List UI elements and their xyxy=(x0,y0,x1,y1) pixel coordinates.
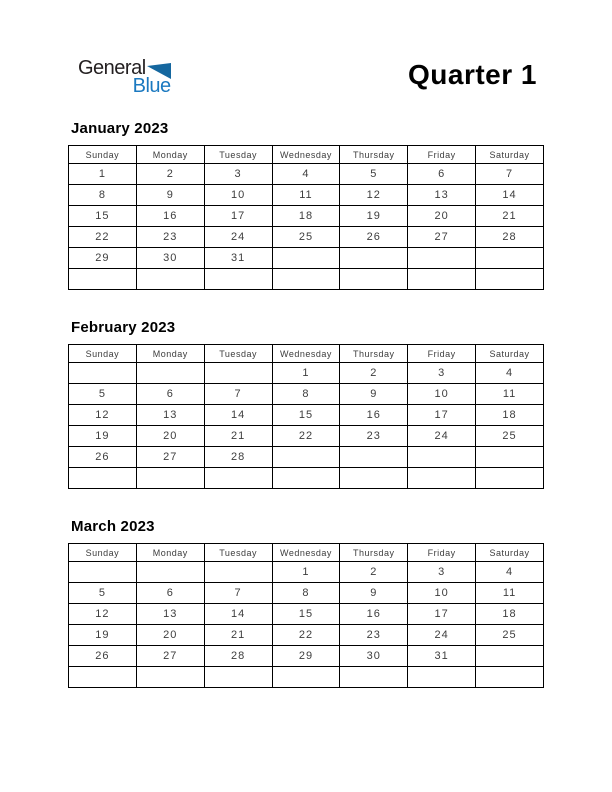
day-cell: 7 xyxy=(204,384,272,405)
day-cell: 6 xyxy=(408,164,476,185)
calendar-table xyxy=(68,145,544,290)
day-cell: 13 xyxy=(408,185,476,206)
day-cell: 18 xyxy=(272,206,340,227)
day-cell xyxy=(69,269,137,290)
day-cell xyxy=(204,468,272,489)
calendar-body xyxy=(69,363,544,489)
day-cell: 13 xyxy=(136,405,204,426)
day-cell xyxy=(408,667,476,688)
day-cell: 10 xyxy=(408,384,476,405)
day-cell: 11 xyxy=(476,583,544,604)
day-cell: 11 xyxy=(476,384,544,405)
day-cell: 6 xyxy=(136,583,204,604)
day-cell: 16 xyxy=(340,405,408,426)
day-cell: 2 xyxy=(340,562,408,583)
day-cell xyxy=(272,248,340,269)
general-blue-logo xyxy=(78,58,171,97)
weekday-row xyxy=(69,544,544,562)
day-cell: 7 xyxy=(476,164,544,185)
day-cell: 30 xyxy=(340,646,408,667)
day-cell: 13 xyxy=(136,604,204,625)
weekday-row xyxy=(69,345,544,363)
weekday-header: Saturday xyxy=(476,544,544,562)
weekday-header: Thursday xyxy=(340,345,408,363)
week-row xyxy=(69,384,544,405)
day-cell: 3 xyxy=(204,164,272,185)
day-cell: 15 xyxy=(69,206,137,227)
day-cell: 14 xyxy=(476,185,544,206)
week-row xyxy=(69,206,544,227)
day-cell: 17 xyxy=(204,206,272,227)
logo-text-blue: Blue xyxy=(132,75,171,97)
day-cell: 8 xyxy=(272,384,340,405)
day-cell xyxy=(476,646,544,667)
weekday-header: Tuesday xyxy=(204,345,272,363)
day-cell: 19 xyxy=(69,426,137,447)
day-cell xyxy=(272,269,340,290)
week-row xyxy=(69,583,544,604)
day-cell: 22 xyxy=(272,426,340,447)
day-cell xyxy=(476,269,544,290)
weekday-header: Wednesday xyxy=(272,146,340,164)
day-cell: 5 xyxy=(69,384,137,405)
day-cell: 27 xyxy=(408,227,476,248)
week-row xyxy=(69,185,544,206)
week-row xyxy=(69,625,544,646)
day-cell xyxy=(408,468,476,489)
day-cell: 9 xyxy=(340,583,408,604)
weekday-row xyxy=(69,146,544,164)
weekday-header: Sunday xyxy=(69,146,137,164)
weekday-header: Friday xyxy=(408,146,476,164)
day-cell xyxy=(69,363,137,384)
day-cell xyxy=(136,468,204,489)
page-title: Quarter 1 xyxy=(408,59,537,90)
day-cell: 27 xyxy=(136,447,204,468)
day-cell: 3 xyxy=(408,562,476,583)
weekday-header: Saturday xyxy=(476,146,544,164)
day-cell: 19 xyxy=(340,206,408,227)
day-cell xyxy=(476,667,544,688)
day-cell: 15 xyxy=(272,405,340,426)
day-cell: 28 xyxy=(204,646,272,667)
day-cell: 23 xyxy=(340,426,408,447)
day-cell xyxy=(272,447,340,468)
month-title: February 2023 xyxy=(71,319,176,336)
day-cell: 6 xyxy=(136,384,204,405)
day-cell: 14 xyxy=(204,405,272,426)
day-cell xyxy=(69,562,137,583)
logo-line2 xyxy=(133,77,171,97)
day-cell: 12 xyxy=(69,405,137,426)
day-cell xyxy=(204,562,272,583)
weekday-header: Friday xyxy=(408,345,476,363)
day-cell: 18 xyxy=(476,604,544,625)
day-cell: 23 xyxy=(136,227,204,248)
week-row xyxy=(69,248,544,269)
day-cell: 5 xyxy=(340,164,408,185)
month-title: January 2023 xyxy=(71,120,169,137)
day-cell: 29 xyxy=(272,646,340,667)
day-cell: 20 xyxy=(136,625,204,646)
day-cell: 21 xyxy=(204,426,272,447)
day-cell: 19 xyxy=(69,625,137,646)
day-cell: 15 xyxy=(272,604,340,625)
day-cell: 1 xyxy=(272,562,340,583)
day-cell: 17 xyxy=(408,604,476,625)
day-cell: 27 xyxy=(136,646,204,667)
weekday-header: Monday xyxy=(136,345,204,363)
day-cell: 20 xyxy=(136,426,204,447)
day-cell: 16 xyxy=(340,604,408,625)
day-cell: 18 xyxy=(476,405,544,426)
week-row xyxy=(69,604,544,625)
calendar-body xyxy=(69,562,544,688)
day-cell xyxy=(476,447,544,468)
week-row xyxy=(69,667,544,688)
weekday-header: Tuesday xyxy=(204,544,272,562)
day-cell xyxy=(69,468,137,489)
day-cell: 1 xyxy=(272,363,340,384)
weekday-header: Monday xyxy=(136,544,204,562)
month-title: March 2023 xyxy=(71,518,155,535)
day-cell xyxy=(136,562,204,583)
day-cell: 25 xyxy=(272,227,340,248)
day-cell: 25 xyxy=(476,426,544,447)
weekday-header: Thursday xyxy=(340,544,408,562)
day-cell: 5 xyxy=(69,583,137,604)
calendar-body xyxy=(69,164,544,290)
day-cell: 24 xyxy=(204,227,272,248)
day-cell: 22 xyxy=(272,625,340,646)
day-cell: 4 xyxy=(476,363,544,384)
day-cell: 26 xyxy=(69,646,137,667)
day-cell xyxy=(408,447,476,468)
week-row xyxy=(69,562,544,583)
month-section xyxy=(68,320,544,489)
day-cell: 26 xyxy=(340,227,408,248)
weekday-header: Wednesday xyxy=(272,345,340,363)
day-cell: 23 xyxy=(340,625,408,646)
day-cell: 30 xyxy=(136,248,204,269)
weekday-header: Saturday xyxy=(476,345,544,363)
day-cell xyxy=(408,248,476,269)
day-cell: 8 xyxy=(69,185,137,206)
day-cell: 26 xyxy=(69,447,137,468)
day-cell xyxy=(340,248,408,269)
day-cell xyxy=(136,667,204,688)
day-cell: 8 xyxy=(272,583,340,604)
month-section xyxy=(68,121,544,290)
day-cell xyxy=(136,363,204,384)
day-cell xyxy=(408,269,476,290)
day-cell: 31 xyxy=(408,646,476,667)
week-row xyxy=(69,164,544,185)
day-cell xyxy=(136,269,204,290)
calendar-table xyxy=(68,344,544,489)
week-row xyxy=(69,363,544,384)
day-cell: 20 xyxy=(408,206,476,227)
day-cell xyxy=(272,667,340,688)
day-cell: 14 xyxy=(204,604,272,625)
day-cell: 21 xyxy=(204,625,272,646)
week-row xyxy=(69,269,544,290)
day-cell: 1 xyxy=(69,164,137,185)
day-cell: 31 xyxy=(204,248,272,269)
day-cell: 9 xyxy=(340,384,408,405)
day-cell: 16 xyxy=(136,206,204,227)
day-cell: 3 xyxy=(408,363,476,384)
day-cell: 11 xyxy=(272,185,340,206)
day-cell: 29 xyxy=(69,248,137,269)
day-cell xyxy=(272,468,340,489)
week-row xyxy=(69,646,544,667)
day-cell: 21 xyxy=(476,206,544,227)
day-cell xyxy=(476,248,544,269)
day-cell xyxy=(204,667,272,688)
day-cell xyxy=(476,468,544,489)
day-cell: 12 xyxy=(69,604,137,625)
weekday-header: Tuesday xyxy=(204,146,272,164)
day-cell xyxy=(340,269,408,290)
week-row xyxy=(69,447,544,468)
day-cell: 7 xyxy=(204,583,272,604)
day-cell: 17 xyxy=(408,405,476,426)
day-cell: 10 xyxy=(408,583,476,604)
week-row xyxy=(69,405,544,426)
day-cell: 24 xyxy=(408,426,476,447)
day-cell: 25 xyxy=(476,625,544,646)
weekday-header: Sunday xyxy=(69,345,137,363)
day-cell: 9 xyxy=(136,185,204,206)
day-cell: 28 xyxy=(476,227,544,248)
day-cell: 10 xyxy=(204,185,272,206)
week-row xyxy=(69,426,544,447)
day-cell: 2 xyxy=(340,363,408,384)
day-cell xyxy=(204,363,272,384)
week-row xyxy=(69,227,544,248)
day-cell xyxy=(340,667,408,688)
day-cell: 2 xyxy=(136,164,204,185)
day-cell xyxy=(204,269,272,290)
weekday-header: Sunday xyxy=(69,544,137,562)
day-cell: 4 xyxy=(272,164,340,185)
weekday-header: Friday xyxy=(408,544,476,562)
day-cell: 22 xyxy=(69,227,137,248)
month-section xyxy=(68,519,544,688)
weekday-header: Wednesday xyxy=(272,544,340,562)
day-cell xyxy=(69,667,137,688)
day-cell xyxy=(340,447,408,468)
weekday-header: Monday xyxy=(136,146,204,164)
week-row xyxy=(69,468,544,489)
logo-text-general: General xyxy=(78,57,146,79)
day-cell xyxy=(340,468,408,489)
calendar-table xyxy=(68,543,544,688)
weekday-header: Thursday xyxy=(340,146,408,164)
day-cell: 24 xyxy=(408,625,476,646)
day-cell: 4 xyxy=(476,562,544,583)
day-cell: 28 xyxy=(204,447,272,468)
day-cell: 12 xyxy=(340,185,408,206)
